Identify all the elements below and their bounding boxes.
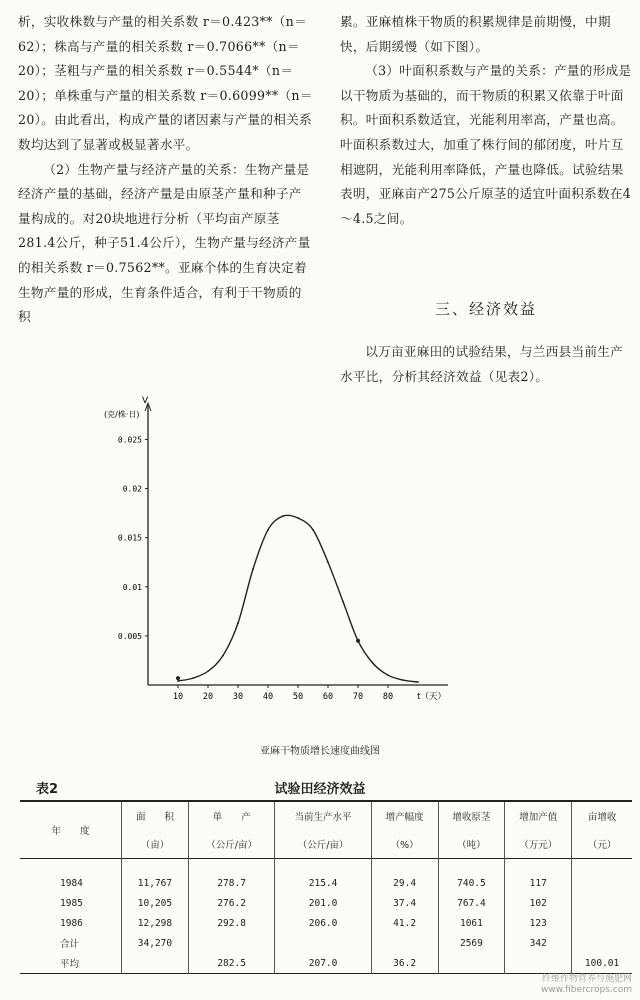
table-cell [371, 933, 438, 953]
x-axis-label: t（天） [417, 692, 446, 702]
table-row [20, 953, 632, 974]
y-tick-label: 0.02 [122, 484, 142, 494]
table-cell [572, 913, 632, 933]
table-header-cell [188, 801, 275, 859]
table-header-row [20, 801, 632, 859]
data-marker [176, 676, 180, 680]
curve-point [267, 529, 269, 531]
y-tick-label: 0.005 [117, 631, 142, 641]
x-tick-label: 40 [262, 692, 274, 702]
table-cell: 215.4 [275, 859, 371, 894]
paragraph-correlation: 析，实收株数与产量的相关系数 r＝0.423**（n＝62）；株高与产量的相关系数 r＝0.7066**（n＝20）；茎粗与产量的相关系数 r＝0.5544*（n＝20）；单株重与产量的相关系数 r＝0.6099**（n＝20）。由此看出，构成产量的诸因素与产量的相关系数均达到了显著或极显著水平。 [18, 14, 313, 152]
curve-point [312, 529, 314, 531]
curve-point [327, 561, 329, 563]
curve-point [237, 622, 239, 624]
left-text-column [18, 10, 314, 330]
table-cell: 740.5 [438, 859, 505, 894]
economic-benefit-table [20, 800, 632, 974]
table-caption: 试验田经济效益 [274, 782, 366, 797]
table-cell: 278.7 [188, 859, 275, 894]
table-cell: 34,270 [122, 933, 189, 953]
x-tick-label: 10 [172, 692, 184, 702]
right-text-column [340, 10, 632, 231]
y-tick-label: 0.025 [117, 435, 142, 445]
y-tick-label: 0.01 [122, 582, 142, 592]
watermark [541, 974, 632, 996]
table-header-title: 增收原茎 [452, 812, 491, 823]
table-cell [572, 893, 632, 913]
table-cell [275, 933, 371, 953]
paragraph-dry-matter: 累。亚麻植株干物质的积累规律是前期慢，中期快，后期缓慢（如下图）。 [340, 14, 611, 54]
table-cell: 10,205 [122, 893, 189, 913]
table-header-cell [20, 801, 122, 859]
table-cell [122, 953, 189, 974]
curve-point [297, 517, 299, 519]
curve-point [222, 655, 224, 657]
table-label: 表2 [36, 782, 59, 797]
curve-point [192, 677, 194, 679]
table-cell: 1984 [60, 877, 83, 889]
table-cell: 41.2 [371, 913, 438, 933]
table-row [20, 933, 632, 953]
curve-point [342, 601, 344, 603]
table-cell: 平均 [60, 959, 80, 970]
table-cell: 206.0 [275, 913, 371, 933]
table-cell: 1061 [438, 913, 505, 933]
table-header-cell [371, 801, 438, 859]
table-cell: 100.01 [572, 953, 632, 974]
table-cell: 201.0 [275, 893, 371, 913]
table-header-title: 增加产值 [519, 812, 558, 823]
table-cell: 117 [505, 859, 572, 894]
growth-curve [178, 515, 418, 682]
table-cell: 276.2 [188, 893, 275, 913]
curve-point [207, 670, 209, 672]
paragraph-economic-benefit: 以万亩亚麻田的试验结果，与兰西县当前生产水平比，分析其经济效益（见表2）。 [340, 344, 624, 384]
curve-point [252, 568, 254, 570]
curve-point [417, 681, 419, 683]
table-header-unit: （万元） [519, 840, 558, 851]
curve-point [282, 515, 284, 517]
table-cell: 12,298 [122, 913, 189, 933]
table-header-cell [275, 801, 371, 859]
data-marker [356, 639, 360, 643]
table-cell: 767.4 [438, 893, 505, 913]
table-cell: 1986 [60, 917, 83, 929]
table-header-title: 当前生产水平 [294, 812, 352, 823]
table-cell: 123 [505, 913, 572, 933]
table-cell: 292.8 [188, 913, 275, 933]
table-cell [438, 953, 505, 974]
curve-point [402, 679, 404, 681]
table-header-title: 亩增收 [587, 812, 617, 823]
y-axis-label: V [142, 396, 149, 406]
table-header-cell [572, 801, 632, 859]
curve-point [372, 662, 374, 664]
table-header-unit: （公斤/亩） [206, 840, 257, 851]
table-header-unit: （公斤/亩） [297, 840, 349, 851]
table-cell: 2569 [438, 933, 505, 953]
curve-point [177, 680, 179, 682]
table-cell: 37.4 [371, 893, 438, 913]
table-cell [505, 953, 572, 974]
y-axis-unit: (克/株·日) [104, 410, 140, 419]
table-header-unit: （亩） [140, 840, 170, 851]
watermark-line1: 纤维作物营养与施肥网 [541, 974, 632, 984]
table-header-cell [438, 801, 505, 859]
table-header-unit: （元） [587, 840, 617, 851]
table-cell: 36.2 [371, 953, 438, 974]
table-cell: 102 [505, 893, 572, 913]
table-header-unit: （%） [390, 840, 419, 851]
table-row [20, 859, 632, 894]
table-header-title: 面 积 [135, 812, 174, 823]
table-row [20, 893, 632, 913]
table-cell: 207.0 [275, 953, 371, 974]
paragraph-biological-yield: （2）生物产量与经济产量的关系：生物产量是经济产量的基础，经济产量是由原茎产量和种子产量构成的。对20块地进行分析（平均亩产原茎281.4公斤，种子51.4公斤），生物产量与经济产量的相关系数 r＝0.7562**。亚麻个体的生育决定着生物产量的形成，生育条件适合，有利于干物质的积 [18, 161, 311, 325]
paragraph-leaf-area: （3）叶面积系数与产量的关系：产量的形成是以干物质为基础的，而干物质的积累又依靠于叶面积。叶面积系数适宜，光能利用率高，产量也高。叶面积系数过大，加重了株行间的郁闭度，叶片互相遮阴，光能利用率降低，产量也降低。试验结果表明，亚麻亩产275公斤原茎的适宜叶面积系数在4～4.5之间。 [340, 63, 632, 226]
data-table [20, 800, 632, 974]
table-row [20, 913, 632, 933]
table-cell: 342 [505, 933, 572, 953]
table-cell: 11,767 [122, 859, 189, 894]
table-cell: 29.4 [371, 859, 438, 894]
table-cell: 282.5 [188, 953, 275, 974]
section-economic-text-wrap [340, 340, 632, 389]
section-heading-economic: 三、经济效益 [434, 300, 537, 318]
curve-point [387, 674, 389, 676]
dry-matter-chart [100, 395, 470, 720]
table-header-cell [122, 801, 189, 859]
table-header-unit: （吨） [457, 840, 486, 851]
watermark-line2: www.fibercrops.com [541, 985, 632, 995]
x-tick-label: 50 [292, 692, 304, 702]
x-tick-label: 80 [382, 692, 394, 702]
table-cell: 1985 [60, 897, 83, 909]
x-tick-label: 70 [352, 692, 364, 702]
chart-caption: 亚麻干物质增长速度曲线图 [260, 746, 380, 757]
x-tick-label: 60 [322, 692, 334, 702]
table-header-title: 增产幅度 [385, 812, 424, 823]
table-header-title: 年 度 [51, 826, 90, 837]
x-tick-label: 20 [202, 692, 214, 702]
x-tick-label: 30 [232, 692, 244, 702]
table-cell [572, 933, 632, 953]
table-cell [188, 933, 275, 953]
table-body [20, 859, 632, 974]
y-tick-label: 0.015 [117, 533, 142, 543]
chart-svg [100, 395, 470, 720]
table-cell: 合计 [60, 939, 80, 950]
table-cell [572, 859, 632, 894]
table-header-cell [505, 801, 572, 859]
table-header-title: 单 产 [212, 812, 251, 823]
